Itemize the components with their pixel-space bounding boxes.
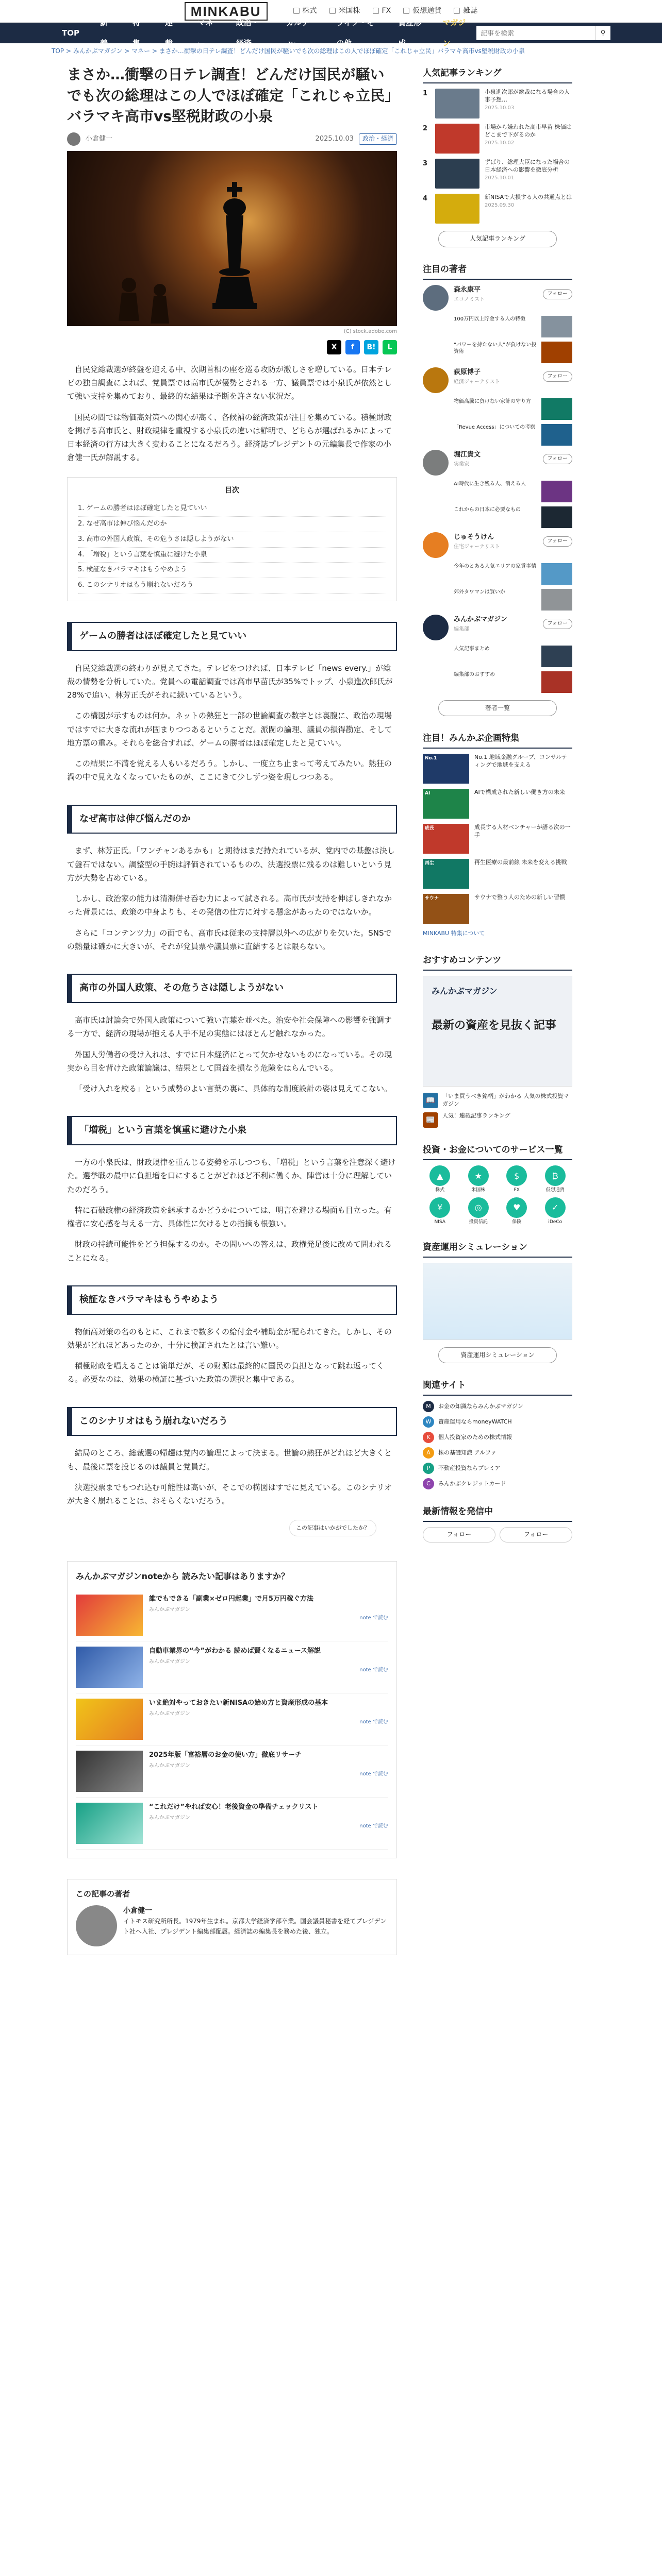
writer-article[interactable]: “パワーを持たない人”が負けない投資術 bbox=[454, 342, 537, 355]
avatar[interactable] bbox=[423, 450, 449, 476]
promo-item[interactable] bbox=[423, 1093, 572, 1108]
writer-role: 住宅ジャーナリスト bbox=[454, 544, 500, 550]
body-paragraph: 結局のところ、総裁選の帰趨は党内の論理によって決まる。世論の熱狂がどれほど大きくとも、最後に票を投じるのは議員と党員だ。 bbox=[67, 1448, 392, 1471]
sim-title: 資産運用シミュレーション bbox=[423, 1241, 572, 1258]
writer-block bbox=[423, 450, 572, 528]
thumbnail bbox=[541, 506, 572, 528]
body-paragraph: まず、林芳正氏。「ワンチャンあるかも」と期待はまだ持たれているが、党内での基盤は決して盤石ではない。調整型の手腕は評価されているものの、決選投票に残るのは難しいという見方が大勢を占めている。 bbox=[67, 846, 395, 883]
avatar[interactable] bbox=[423, 367, 449, 393]
related-title: みんかぶマガジンnoteから 読みたい記事はありますか？ bbox=[76, 1571, 290, 1582]
service-label: iDeCo bbox=[548, 1219, 562, 1225]
thumbnail bbox=[76, 1803, 143, 1844]
avatar[interactable] bbox=[423, 615, 449, 640]
site-label[interactable]: お金の知識ならみんかぶマガジン bbox=[438, 1403, 523, 1410]
body-paragraph: 特に石破政権の経済政策を継承するかどうかについては、明言を避ける場面も目立った。有権者に安心感を与える一方、具体性に欠けるとの指摘も根強い。 bbox=[67, 1205, 392, 1229]
ranking-text[interactable]: 市場から嫌われた高市早苗 株価はどこまで下がるのか bbox=[485, 124, 572, 139]
thumbnail bbox=[76, 1699, 143, 1740]
special-item[interactable] bbox=[423, 754, 572, 784]
special-item[interactable] bbox=[423, 789, 572, 819]
related-item-title[interactable]: いま絶対やっておきたい新NISAの始め方と資産形成の基本 bbox=[149, 1699, 328, 1707]
site-item[interactable] bbox=[423, 1432, 572, 1443]
intro-paragraph: 自民党総裁選が終盤を迎える中、次期首相の座を巡る攻防が激しさを増している。日本テレビの独自調査によれば、党員票では高市氏が優勢とされる一方、議員票では小泉氏が依然として強い支持を集めており、最終的な結果は予断を許さない状況だ。 bbox=[67, 364, 392, 401]
service-label: 保険 bbox=[512, 1219, 522, 1225]
special-more-link[interactable]: MINKABU 特集について bbox=[423, 930, 485, 937]
nav-new[interactable]: 新着 bbox=[100, 18, 108, 48]
special-item[interactable] bbox=[423, 824, 572, 854]
chess-king-image bbox=[211, 182, 258, 311]
note-related-box bbox=[67, 1561, 397, 1858]
publish-date: 2025.10.03 bbox=[315, 134, 354, 143]
service-item[interactable] bbox=[461, 1165, 496, 1193]
note-banner-sub: 最新の資産を見抜く記事 bbox=[432, 1019, 557, 1032]
toc-item[interactable]: 1. ゲームの勝者はほぼ確定したと見ていい bbox=[78, 501, 386, 517]
writer-article[interactable]: 編集部のおすすめ bbox=[454, 671, 495, 677]
thumbnail bbox=[541, 424, 572, 446]
avatar[interactable] bbox=[76, 1905, 117, 1946]
related-item-title[interactable]: 2025年版「富裕層のお金の使い方」徹底リサーチ bbox=[149, 1751, 302, 1759]
body-paragraph: 物価高対策の名のもとに、これまで数多くの給付金や補助金が配られてきた。しかし、その効果がどれほどあったのか、十分に検証されたとは言い難い。 bbox=[67, 1327, 392, 1350]
promo-text[interactable]: 「いま買うべき銘柄」がわかる 人気の株式投資マガジン bbox=[442, 1092, 569, 1107]
writer-block bbox=[423, 532, 572, 611]
related-item-source: みんかぶマガジン bbox=[149, 1815, 190, 1821]
nav-series[interactable]: 連載 bbox=[165, 18, 173, 48]
chart-icon: ▲ bbox=[429, 1165, 450, 1186]
thumbnail bbox=[76, 1647, 143, 1688]
site-icon: A bbox=[423, 1447, 434, 1459]
follow-button[interactable]: フォロー bbox=[543, 454, 573, 464]
x-share-icon[interactable]: X bbox=[327, 340, 341, 354]
site-label[interactable]: 株の基礎知識 アルファ bbox=[438, 1449, 496, 1456]
nav-life[interactable]: ライフ・その他 bbox=[336, 18, 375, 48]
list-item[interactable] bbox=[76, 1589, 388, 1641]
writer-article[interactable]: 人気記事まとめ bbox=[454, 646, 490, 652]
ranking-text[interactable]: 小泉進次郎が総裁になる場合の人事予想… bbox=[485, 89, 570, 104]
toc-item[interactable]: 5. 検証なきバラマキはもうやめよう bbox=[78, 563, 386, 578]
service-item[interactable] bbox=[461, 1197, 496, 1225]
writer-block bbox=[423, 615, 572, 693]
ranking-date: 2025.10.03 bbox=[485, 105, 515, 111]
nav-top[interactable]: TOP bbox=[62, 28, 79, 38]
body-paragraph: 一方の小泉氏は、財政規律を重んじる姿勢を示しつつも、「増税」という言葉を注意深く避けた。選挙戦の最中に負担増を口にすることがどれほど不利に働くか、陣営は十分に理解していたのだろう。 bbox=[67, 1158, 396, 1194]
intro-paragraph: 国民の間では物価高対策への関心が高く、各候補の経済政策が注目を集めている。積極財政を掲げる高市氏と、財政規律を重視する小泉氏の違いは鮮明で、どちらが選ばれるかによって日本経済の行方は大きく変わることになるだろう。経済誌プレジデントの元編集長で作家の小倉健一氏が解説する。 bbox=[67, 412, 392, 463]
toc-item[interactable]: 6. このシナリオはもう崩れないだろう bbox=[78, 578, 386, 594]
flag-icon: ★ bbox=[468, 1165, 489, 1186]
book-icon: 📖 bbox=[423, 1093, 438, 1108]
sidebar bbox=[423, 59, 572, 1976]
facebook-share-icon[interactable]: f bbox=[345, 340, 360, 354]
writer-role: 編集部 bbox=[454, 626, 469, 632]
special-thumb: 再生 bbox=[423, 859, 469, 889]
top-link[interactable]: 米国株 bbox=[329, 5, 360, 16]
top-link[interactable]: 仮想通貨 bbox=[403, 5, 441, 16]
related-item-source: みんかぶマガジン bbox=[149, 1607, 190, 1613]
writer-name[interactable]: じゅそうけん bbox=[454, 533, 494, 541]
writer-role: エコノミスト bbox=[454, 296, 485, 302]
ranking-date: 2025.09.30 bbox=[485, 202, 515, 209]
sns-title: 最新情報を発信中 bbox=[423, 1505, 572, 1522]
promo-item[interactable] bbox=[423, 1112, 572, 1128]
special-text[interactable]: 成長する人材ベンチャーが語る次の一手 bbox=[474, 824, 571, 838]
thumbnail bbox=[541, 563, 572, 585]
toc-item[interactable]: 3. 高市の外国人政策、その危うさは隠しようがない bbox=[78, 532, 386, 548]
service-label: 仮想通貨 bbox=[545, 1188, 565, 1193]
writer-name[interactable]: 堀江貴文 bbox=[454, 450, 481, 459]
chess-pawn-image bbox=[113, 269, 175, 326]
site-label[interactable]: 不動産投資ならプレミア bbox=[438, 1465, 501, 1472]
writers-title: 注目の著者 bbox=[423, 263, 572, 280]
coin-icon: ₿ bbox=[545, 1165, 566, 1186]
avatar[interactable] bbox=[67, 132, 80, 146]
rank-number: 2 bbox=[423, 125, 428, 133]
site-item[interactable] bbox=[423, 1463, 572, 1474]
service-item[interactable] bbox=[538, 1165, 573, 1193]
list-item[interactable] bbox=[76, 1693, 388, 1745]
ranking-date: 2025.10.01 bbox=[485, 175, 515, 181]
nav-money[interactable]: マネー bbox=[197, 18, 213, 48]
service-label: 株式 bbox=[435, 1188, 445, 1193]
thumbnail bbox=[435, 89, 479, 118]
site-icon: K bbox=[423, 1432, 434, 1443]
search-icon[interactable]: ⚲ bbox=[595, 26, 610, 40]
site-icon: W bbox=[423, 1416, 434, 1428]
sns-row bbox=[423, 1527, 572, 1542]
writer-article[interactable]: 物価高騰に負けない家計の守り方 bbox=[454, 398, 531, 404]
thumbnail bbox=[541, 342, 572, 363]
body-paragraph: しかし、政治家の能力は清濁併せ呑む力によって試される。高市氏が支持を伸ばしきれなかった背景には、政策の中身よりも、その発信の仕方に対する懸念があったのではないか。 bbox=[67, 894, 392, 917]
ranking-title: 人気記事ランキング bbox=[423, 66, 572, 83]
writer-article[interactable]: 今年のとある人気エリアの家賃事情 bbox=[454, 563, 536, 569]
service-item[interactable] bbox=[423, 1197, 457, 1225]
page-body bbox=[0, 59, 662, 1976]
recommend-title: おすすめコンテンツ bbox=[423, 954, 572, 971]
thumbnail bbox=[76, 1751, 143, 1792]
nav-magazine[interactable]: マガジン bbox=[442, 18, 466, 48]
feedback-bubble[interactable]: この記事はいかがでしたか？ bbox=[289, 1520, 376, 1536]
ranking-date: 2025.10.02 bbox=[485, 140, 515, 146]
shield-icon: ♥ bbox=[506, 1197, 527, 1218]
nav-culture[interactable]: カルチャー bbox=[286, 18, 310, 48]
section-heading: なぜ高市は伸び悩んだのか bbox=[67, 805, 397, 834]
thumbnail bbox=[541, 589, 572, 611]
special-text[interactable]: No.1 地域金融グループ、コンサルティングで地域を支える bbox=[474, 754, 568, 768]
ranking-item[interactable] bbox=[423, 159, 572, 189]
site-label[interactable]: みんかぶクレジットカード bbox=[438, 1480, 506, 1487]
related-item-title[interactable]: 誰でもできる「副業×ゼロ円起業」で月5万円稼ぐ方法 bbox=[149, 1595, 313, 1603]
service-label: 投資信託 bbox=[469, 1219, 488, 1225]
thumbnail bbox=[435, 124, 479, 154]
writers-more-button[interactable]: 著者一覧 bbox=[438, 700, 557, 716]
writer-article[interactable]: 「Revue Access」についての考察 bbox=[454, 424, 536, 430]
top-link[interactable]: FX bbox=[373, 5, 391, 16]
site-icon: P bbox=[423, 1463, 434, 1474]
body-paragraph: さらに「コンテンツ力」の面でも、高市氏は従来の支持層以外への広がりを欠いた。SNSでの熱量は確かに大きいが、それが党員票や議員票に直結するとは限らない。 bbox=[67, 928, 392, 951]
avatar[interactable] bbox=[423, 285, 449, 311]
image-credit: (C) stock.adobe.com bbox=[343, 328, 397, 334]
writer-article[interactable]: AI時代に生き残る人、消える人 bbox=[454, 481, 526, 487]
site-logo[interactable]: MINKABU bbox=[185, 2, 268, 21]
facebook-follow-button[interactable]: フォロー bbox=[500, 1527, 572, 1542]
service-label: 米国株 bbox=[471, 1188, 486, 1193]
related-item-title[interactable]: “これだけ”やれば安心！老後資金の準備チェックリスト bbox=[149, 1803, 319, 1811]
newspaper-icon: 📰 bbox=[423, 1112, 438, 1128]
author-bio: イトモス研究所所長。1979年生まれ。京都大学経済学部卒業。国会議員秘書を経てプレジデント社へ入社、プレジデント編集部配属。経済誌の編集長を務めた後、独立。 bbox=[123, 1918, 387, 1935]
body-paragraph: 外国人労働者の受け入れは、すでに日本経済にとって欠かせないものになっている。その現実から目を背けた政策論議は、結果として国益を損なう危険をはらんでいる。 bbox=[67, 1049, 392, 1073]
special-thumb: No.1 bbox=[423, 754, 469, 784]
special-item[interactable] bbox=[423, 859, 572, 889]
related-item-source: みんかぶマガジン bbox=[149, 1711, 190, 1717]
ranking-text[interactable]: 新NISAで大損する人の共通点とは bbox=[485, 194, 572, 201]
site-label[interactable]: 個人投資家のための株式情報 bbox=[438, 1434, 512, 1441]
ranking-item[interactable] bbox=[423, 89, 572, 118]
section-heading: 「増税」という言葉を慎重に避けた小泉 bbox=[67, 1116, 397, 1145]
writer-article[interactable]: 100万円以上貯金する人の特徴 bbox=[454, 316, 526, 322]
special-text[interactable]: 再生医療の最前線 未来を変える挑戦 bbox=[474, 859, 567, 866]
special-text[interactable]: AIで構成された新しい働き方の未来 bbox=[474, 789, 565, 796]
read-on-note-link[interactable]: note で読む bbox=[359, 1719, 388, 1725]
feedback-area bbox=[67, 1515, 397, 1540]
site-item[interactable] bbox=[423, 1416, 572, 1428]
related-item-source: みんかぶマガジン bbox=[149, 1763, 190, 1769]
article-meta bbox=[67, 132, 397, 146]
main-nav bbox=[0, 18, 662, 48]
service-item[interactable] bbox=[423, 1165, 457, 1193]
follow-button[interactable]: フォロー bbox=[543, 371, 573, 382]
ranking-item[interactable] bbox=[423, 124, 572, 154]
writer-name[interactable]: 森永康平 bbox=[454, 285, 481, 294]
fund-icon: ◎ bbox=[468, 1197, 489, 1218]
sites-title: 関連サイト bbox=[423, 1379, 572, 1396]
category-tag[interactable]: 政治・経済 bbox=[359, 133, 397, 144]
ranking-more-button[interactable]: 人気記事ランキング bbox=[438, 231, 557, 247]
author-name[interactable]: 小倉健一 bbox=[86, 134, 113, 143]
follow-button[interactable]: フォロー bbox=[543, 619, 573, 629]
nav-search bbox=[476, 26, 610, 40]
author-box-title: この記事の著者 bbox=[76, 1889, 130, 1899]
site-icon: C bbox=[423, 1478, 434, 1489]
simulation-button[interactable]: 資産運用シミュレーション bbox=[438, 1347, 557, 1363]
writer-role: 経済ジャーナリスト bbox=[454, 379, 500, 385]
toc-title: 目次 bbox=[225, 486, 239, 495]
ranking-text[interactable]: ずばり、総理大臣になった場合の日本経済への影響を徹底分析 bbox=[485, 159, 570, 174]
author-box bbox=[67, 1879, 397, 1955]
thumbnail bbox=[541, 646, 572, 667]
section-heading: 検証なきバラマキはもうやめよう bbox=[67, 1285, 397, 1315]
promo-text[interactable]: 人気！連載記事ランキング bbox=[442, 1112, 510, 1119]
rank-number: 4 bbox=[423, 195, 428, 203]
section-heading: 高市の外国人政策、その危うさは隠しようがない bbox=[67, 974, 397, 1003]
related-item-source: みんかぶマガジン bbox=[149, 1659, 190, 1665]
list-item[interactable] bbox=[76, 1745, 388, 1798]
site-label[interactable]: 資産運用ならmoneyWATCH bbox=[438, 1418, 512, 1426]
body-paragraph: この構図が示すものは何か。ネットの熱狂と一部の世論調査の数字とは裏腹に、政治の現場ではすでに大きな流れが固まりつつあるということだ。派閥の論理、議員の損得勘定、そして地方票の重み。それらを総合すれば、ゲームの勝者はほぼ確定したと見ていい。 bbox=[67, 711, 392, 748]
follow-button[interactable]: フォロー bbox=[543, 289, 573, 299]
body-paragraph: 高市氏は討論会で外国人政策について強い言葉を並べた。治安や社会保障への影響を強調する一方で、経済の現場が抱える人手不足の実態にはほとんど触れなかった。 bbox=[67, 1015, 392, 1039]
rank-number: 1 bbox=[423, 90, 428, 98]
ranking-item[interactable] bbox=[423, 194, 572, 224]
body-paragraph: この結果に不満を覚える人もいるだろう。しかし、一度立ち止まって考えてみたい。熱狂の渦の中で見えなくなっていたものが、ここにきて少しずつ姿を現しつつある。 bbox=[67, 759, 392, 782]
site-item[interactable] bbox=[423, 1401, 572, 1412]
simulation-image[interactable] bbox=[423, 1263, 572, 1340]
wallet-icon: ¥ bbox=[429, 1197, 450, 1218]
top-link[interactable]: 株式 bbox=[293, 5, 317, 16]
body-paragraph: 決選投票までもつれ込む可能性は高いが、そこでの構図はすでに見えている。このシナリオが大きく崩れることは、おそらくないだろう。 bbox=[67, 1482, 392, 1506]
author-box-name[interactable]: 小倉健一 bbox=[123, 1907, 152, 1916]
hatena-share-icon[interactable]: B! bbox=[364, 340, 378, 354]
body-paragraph: 自民党総裁選の終わりが見えてきた。テレビをつければ、日本テレビ「news every.」が総裁の情勢を分析していた。党員への電話調査では高市早苗氏が35%でトップ、小泉進次郎氏が28%で追い、林芳正氏がそれに続いているという。 bbox=[67, 663, 393, 700]
service-label: FX bbox=[514, 1188, 520, 1193]
body-paragraph: 積極財政を唱えることは簡単だが、その財源は最終的に国民の負担となって跳ね返ってくる。必要なのは、効果の検証に基づいた政策の選択と集中である。 bbox=[67, 1361, 385, 1384]
site-item[interactable] bbox=[423, 1447, 572, 1459]
invest-title: 投資・お金についてのサービス一覧 bbox=[423, 1143, 572, 1160]
thumbnail bbox=[76, 1595, 143, 1636]
service-item[interactable] bbox=[500, 1197, 534, 1225]
pension-icon: ✓ bbox=[545, 1197, 566, 1218]
thumbnail bbox=[435, 159, 479, 189]
thumbnail bbox=[435, 194, 479, 224]
list-item[interactable] bbox=[76, 1798, 388, 1850]
rank-number: 3 bbox=[423, 160, 428, 168]
note-banner-label: みんかぶマガジン bbox=[432, 986, 498, 996]
nav-special[interactable]: 特集 bbox=[133, 18, 141, 48]
avatar[interactable] bbox=[423, 532, 449, 558]
special-thumb: サウナ bbox=[423, 894, 469, 924]
article-main bbox=[52, 59, 412, 1976]
nav-politics[interactable]: 政治・経済 bbox=[236, 18, 259, 48]
body-paragraph: 「受け入れを絞る」という威勢のよい言葉の裏に、具体的な制度設計の姿は見えてこない。 bbox=[75, 1084, 392, 1094]
service-label: NISA bbox=[434, 1219, 445, 1225]
writer-article[interactable]: 郊外タワマンは買いか bbox=[454, 589, 505, 595]
writer-article[interactable]: これからの日本に必要なもの bbox=[454, 506, 521, 513]
thumbnail bbox=[541, 398, 572, 420]
currency-icon: $ bbox=[506, 1165, 527, 1186]
read-on-note-link[interactable]: note で読む bbox=[359, 1667, 388, 1673]
read-on-note-link[interactable]: note で読む bbox=[359, 1823, 388, 1829]
top-link[interactable]: 雑誌 bbox=[454, 5, 477, 16]
search-input[interactable] bbox=[476, 26, 595, 40]
service-icons bbox=[423, 1165, 572, 1225]
writer-block bbox=[423, 367, 572, 446]
thumbnail bbox=[541, 481, 572, 502]
special-thumb: AI bbox=[423, 789, 469, 819]
toc-item[interactable]: 2. なぜ高市は伸び悩んだのか bbox=[78, 517, 386, 532]
writer-block bbox=[423, 285, 572, 363]
table-of-contents bbox=[67, 477, 397, 601]
special-thumb: 成長 bbox=[423, 824, 469, 854]
body-paragraph: 財政の持続可能性をどう担保するのか。その問いへの答えは、政権発足後に改めて問われることになる。 bbox=[67, 1240, 392, 1263]
thumbnail bbox=[541, 316, 572, 337]
section-heading: このシナリオはもう崩れないだろう bbox=[67, 1407, 397, 1436]
read-on-note-link[interactable]: note で読む bbox=[359, 1771, 388, 1777]
writer-role: 実業家 bbox=[454, 461, 469, 467]
special-text[interactable]: サウナで整う人のための新しい習慣 bbox=[474, 894, 565, 901]
x-follow-button[interactable]: フォロー bbox=[423, 1527, 495, 1542]
related-item-title[interactable]: 自動車業界の“今”がわかる 読めば賢くなるニュース解説 bbox=[149, 1647, 321, 1655]
service-item[interactable] bbox=[500, 1165, 534, 1193]
special-title: 注目！みんかぶ企画特集 bbox=[423, 732, 572, 749]
follow-button[interactable]: フォロー bbox=[543, 536, 573, 547]
thumbnail bbox=[541, 671, 572, 693]
hero-image bbox=[67, 151, 397, 326]
site-icon: M bbox=[423, 1401, 434, 1412]
writer-name[interactable]: みんかぶマガジン bbox=[454, 615, 507, 623]
page-title: まさか…衝撃の日テレ調査！どんだけ国民が騒いでも次の総理はこの人でほぼ確定「これじゃ立民」バラマキ高市vs堅税財政の小泉 bbox=[67, 66, 392, 125]
read-on-note-link[interactable]: note で読む bbox=[359, 1615, 388, 1621]
toc-item[interactable]: 4. 「増税」という言葉を慎重に避けた小泉 bbox=[78, 548, 386, 563]
site-item[interactable] bbox=[423, 1478, 572, 1489]
list-item[interactable] bbox=[76, 1641, 388, 1693]
service-item[interactable] bbox=[538, 1197, 573, 1225]
special-item[interactable] bbox=[423, 894, 572, 924]
section-heading: ゲームの勝者はほぼ確定したと見ていい bbox=[67, 622, 397, 651]
line-share-icon[interactable]: L bbox=[383, 340, 397, 354]
writer-name[interactable]: 荻原博子 bbox=[454, 368, 481, 376]
share-buttons bbox=[67, 340, 397, 354]
nav-asset[interactable]: 資産形成 bbox=[398, 18, 422, 48]
note-banner[interactable] bbox=[423, 976, 572, 1087]
breadcrumb[interactable]: TOP > みんかぶマガジン > マネー > まさか…衝撃の日テレ調査！どんだけ国民が騒いでも次の総理はこの人でほぼ確定「これじゃ立民」バラマキ高市vs堅税財政の小泉 bbox=[52, 47, 525, 55]
